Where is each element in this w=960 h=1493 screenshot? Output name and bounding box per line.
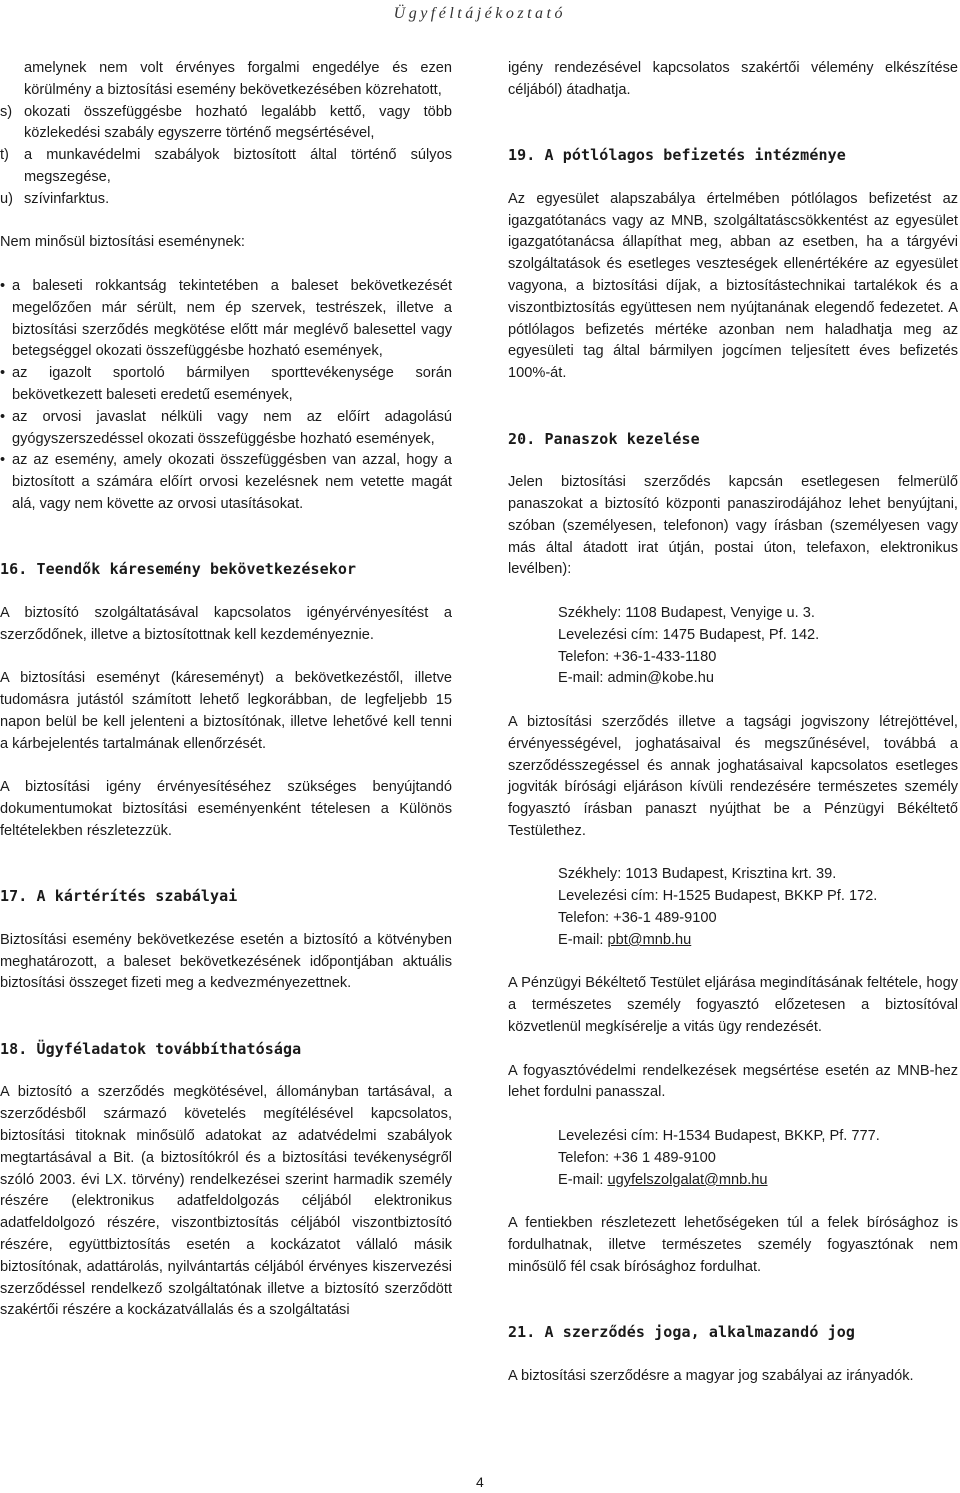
right-column bbox=[508, 58, 958, 1409]
continuation-paragraph: amelynek nem volt érvényes forgalmi engedélye és ezen körülmény a biztosítási esemény bekövetkezésében közrehatott, bbox=[24, 60, 452, 98]
section-21-paragraph: A biztosítási szerződésre a magyar jog szabályai az irányadók. bbox=[508, 1367, 914, 1384]
bullet-icon: • bbox=[0, 408, 6, 425]
bullet-text: a baleseti rokkantság tekintetében a baleset bekövetkezését megelőzően már sérült, nem ép szervek, testrészek, illetve a biztosítási szerződés megkötése előtt már meglévő balesettel vagy betegséggel okozati összefüggésbe hozható események, bbox=[12, 277, 452, 360]
section-16-paragraph: A biztosítási igény érvényesítéséhez szükséges benyújtandó dokumentumokat biztosítási eseményenként tételesen a Különös feltételekben részletezzük. bbox=[0, 779, 452, 839]
section-20-paragraph: A fentiekben részletezett lehetőségeken túl a felek bírósághoz is fordulhatnak, illetve természetes személy fogyasztónak nem minősülő fél csak bírósághoz fordulhat. bbox=[508, 1215, 958, 1275]
continuation-paragraph: igény rendezésével kapcsolatos szakértői vélemény elkészítése céljából) átadhatja. bbox=[508, 60, 958, 98]
address-line: Levelezési cím: H-1525 Budapest, BKKP Pf. 172. bbox=[558, 888, 878, 905]
exclusion-list bbox=[0, 102, 452, 211]
exclusion-heading: Nem minősül biztosítási eseménynek: bbox=[0, 234, 245, 251]
pbt-email-link[interactable]: pbt@mnb.hu bbox=[607, 931, 692, 948]
list-item bbox=[0, 189, 452, 211]
section-19-paragraph: Az egyesület alapszabálya értelmében pótlólagos befizetést az igazgatótanács vagy az MNB, szolgáltatáscsökkentést az egyesület igazgatótanácsa állapíthat meg, abban az esetben, ha a tárgyévi szolgáltatások és esetleges veszteségek ellenértékére az egyesület vagyona, a biztosítási díjak, a biztosítástechnikai tartalékok és a viszontbiztosítás együttesen nem nyújtanának elegendő fedezetet. A pótlólagos befizetés mértéke azonban nem haladhatja meg az egyesületi tag által bármilyen jogcímen teljesített éves befizetés 100%-át. bbox=[508, 190, 958, 382]
address-line: Levelezési cím: 1475 Budapest, Pf. 142. bbox=[558, 626, 820, 643]
list-marker: s) bbox=[0, 103, 13, 120]
list-item bbox=[0, 145, 452, 189]
section-20-paragraph: A biztosítási szerződés illetve a tagsági jogviszony létrejöttével, érvényességével, joghatásaival és megszűnésével, továbbá a szerződésszegéssel és annak joghatásaival kapcsolatos esetleges jogviták bírósági eljáráson kívüli rendezésére természetes személy fogyasztó írásban panaszt nyújthat be a Pénzügyi Békéltető Testülethez. bbox=[508, 713, 958, 839]
list-text: szívinfarktus. bbox=[24, 190, 110, 207]
address-line: Telefon: +36-1 489-9100 bbox=[558, 910, 717, 927]
section-17-paragraph: Biztosítási esemény bekövetkezése esetén a biztosító a kötvényben meghatározott, a baleset bekövetkezésének időpontjában aktuális biztosítási összeget fizeti meg a kedvezményezettnek. bbox=[0, 931, 452, 992]
section-20-paragraph: A Pénzügyi Békéltető Testület eljárása megindításának feltétele, hogy a természetes személy fogyasztó előzetesen a biztosítóval közvetlenül megkísérelje a vitás ügy rendezését. bbox=[508, 975, 958, 1036]
email-label: E-mail: bbox=[558, 931, 608, 948]
page-number: 4 bbox=[476, 1474, 484, 1490]
section-16-paragraph: A biztosítási eseményt (káreseményt) a bekövetkezéstől, illetve tudomásra jutástól számított lehető legkorábban, de legfeljebb 15 napon belül be kell jelenteni a biztosítónak, illetve lehetővé kell tenni a kárbejelentés tartalmának ellenőrzését. bbox=[0, 670, 452, 752]
section-16-paragraph: A biztosító szolgáltatásával kapcsolatos igényérvényesítést a szerződőnek, illetve a biztosítottnak kell kezdeményeznie. bbox=[0, 604, 452, 643]
section-17-title: 17. A kártérítés szabályai bbox=[0, 887, 238, 906]
section-16-title: 16. Teendők káresemény bekövetkezésekor bbox=[0, 560, 357, 579]
non-event-bullets bbox=[0, 276, 452, 516]
bullet-text: az az esemény, amely okozati összefüggésben van azzal, hogy a biztosított a számára előírt orvosi kezelésnek nem vetette magát alá, vagy nem követte az orvosi utasításokat. bbox=[12, 452, 452, 512]
bullet-text: az igazolt sportoló bármilyen sporttevékenysége során bekövetkezett baleseti eredetű események, bbox=[12, 365, 452, 403]
bullet-item bbox=[0, 450, 452, 515]
section-18-paragraph: A biztosító a szerződés megkötésével, állományban tartásával, a szerződésből származó követelés megítélésével kapcsolatos, biztosítási titoknak minősülő adatokat az adatvédelmi szabályok megtartásával a Bit. (a biztosítókról és a biztosítási tevékenységről szóló 2003. évi LX. törvény) rendelkezései szerint harmadik személy részére (elektronikus adatfeldolgozás céljából elektronikus adatfeldolgozó részére, viszontbiztosítás céljából viszontbiztosító részére, együttbiztosítás esetén a kockázatot vállaló másik biztosítónak, adattárolás, nyilvántartás céljából érvényes kiszervezési szerződéssel rendelkező szolgáltatónak illetve a biztosító szerződött szakértői részére a kockázatvállalás és a szolgáltatási bbox=[0, 1084, 452, 1319]
section-20-paragraph: A fogyasztóvédelmi rendelkezések megsértése esetén az MNB-hez lehet fordulni panasszal. bbox=[508, 1062, 958, 1101]
address-line: E-mail: admin@kobe.hu bbox=[558, 670, 714, 687]
list-marker: u) bbox=[0, 190, 13, 207]
bullet-item bbox=[0, 276, 452, 363]
bullet-item bbox=[0, 363, 452, 407]
address-line bbox=[558, 1170, 958, 1192]
section-20-title: 20. Panaszok kezelése bbox=[508, 429, 700, 448]
address-line: Levelezési cím: H-1534 Budapest, BKKP, Pf. 777. bbox=[558, 1128, 880, 1145]
bullet-icon: • bbox=[0, 452, 6, 469]
address-line: Székhely: 1108 Budapest, Venyige u. 3. bbox=[558, 604, 815, 621]
left-column bbox=[0, 58, 452, 1344]
section-21-title: 21. A szerződés joga, alkalmazandó jog bbox=[508, 1323, 855, 1342]
mnb-email-link[interactable]: ugyfelszolgalat@mnb.hu bbox=[607, 1171, 768, 1188]
list-text: a munkavédelmi szabályok biztosított által történő súlyos megszegése, bbox=[24, 147, 452, 185]
pbt-address-block bbox=[508, 864, 958, 951]
address-line bbox=[558, 930, 958, 952]
address-line: Telefon: +36 1 489-9100 bbox=[558, 1149, 716, 1166]
list-text: okozati összefüggésbe hozható legalább kettő, vagy több közlekedési szabály egyszerre történő megsértésével, bbox=[24, 103, 452, 142]
list-item bbox=[0, 102, 452, 146]
bullet-item bbox=[0, 407, 452, 451]
section-19-title: 19. A pótlólagos befizetés intézménye bbox=[508, 146, 846, 165]
section-20-paragraph: Jelen biztosítási szerződés kapcsán esetlegesen felmerülő panaszokat a biztosító központi panaszirodájához lehet benyújtani, szóban (személyesen, telefonon) vagy írásban (személyesen vagy más által átadott irat útján, postai úton, telefaxon, elektronikus levélben): bbox=[508, 474, 958, 578]
bullet-icon: • bbox=[0, 277, 6, 294]
section-18-title: 18. Ügyféladatok továbbíthatósága bbox=[0, 1039, 302, 1058]
insurer-address-block bbox=[508, 603, 958, 690]
mnb-address-block bbox=[508, 1126, 958, 1191]
address-line: Telefon: +36-1-433-1180 bbox=[558, 648, 717, 665]
address-line: Székhely: 1013 Budapest, Krisztina krt. 39. bbox=[558, 866, 837, 883]
bullet-text: az orvosi javaslat nélküli vagy nem az előírt adagolású gyógyszerszedéssel okozati összefüggésbe hozható események, bbox=[12, 408, 452, 447]
email-label: E-mail: bbox=[558, 1171, 608, 1188]
page-header-title: Ügyféltájékoztató bbox=[393, 5, 566, 22]
bullet-icon: • bbox=[0, 365, 6, 382]
list-marker: t) bbox=[0, 147, 9, 164]
